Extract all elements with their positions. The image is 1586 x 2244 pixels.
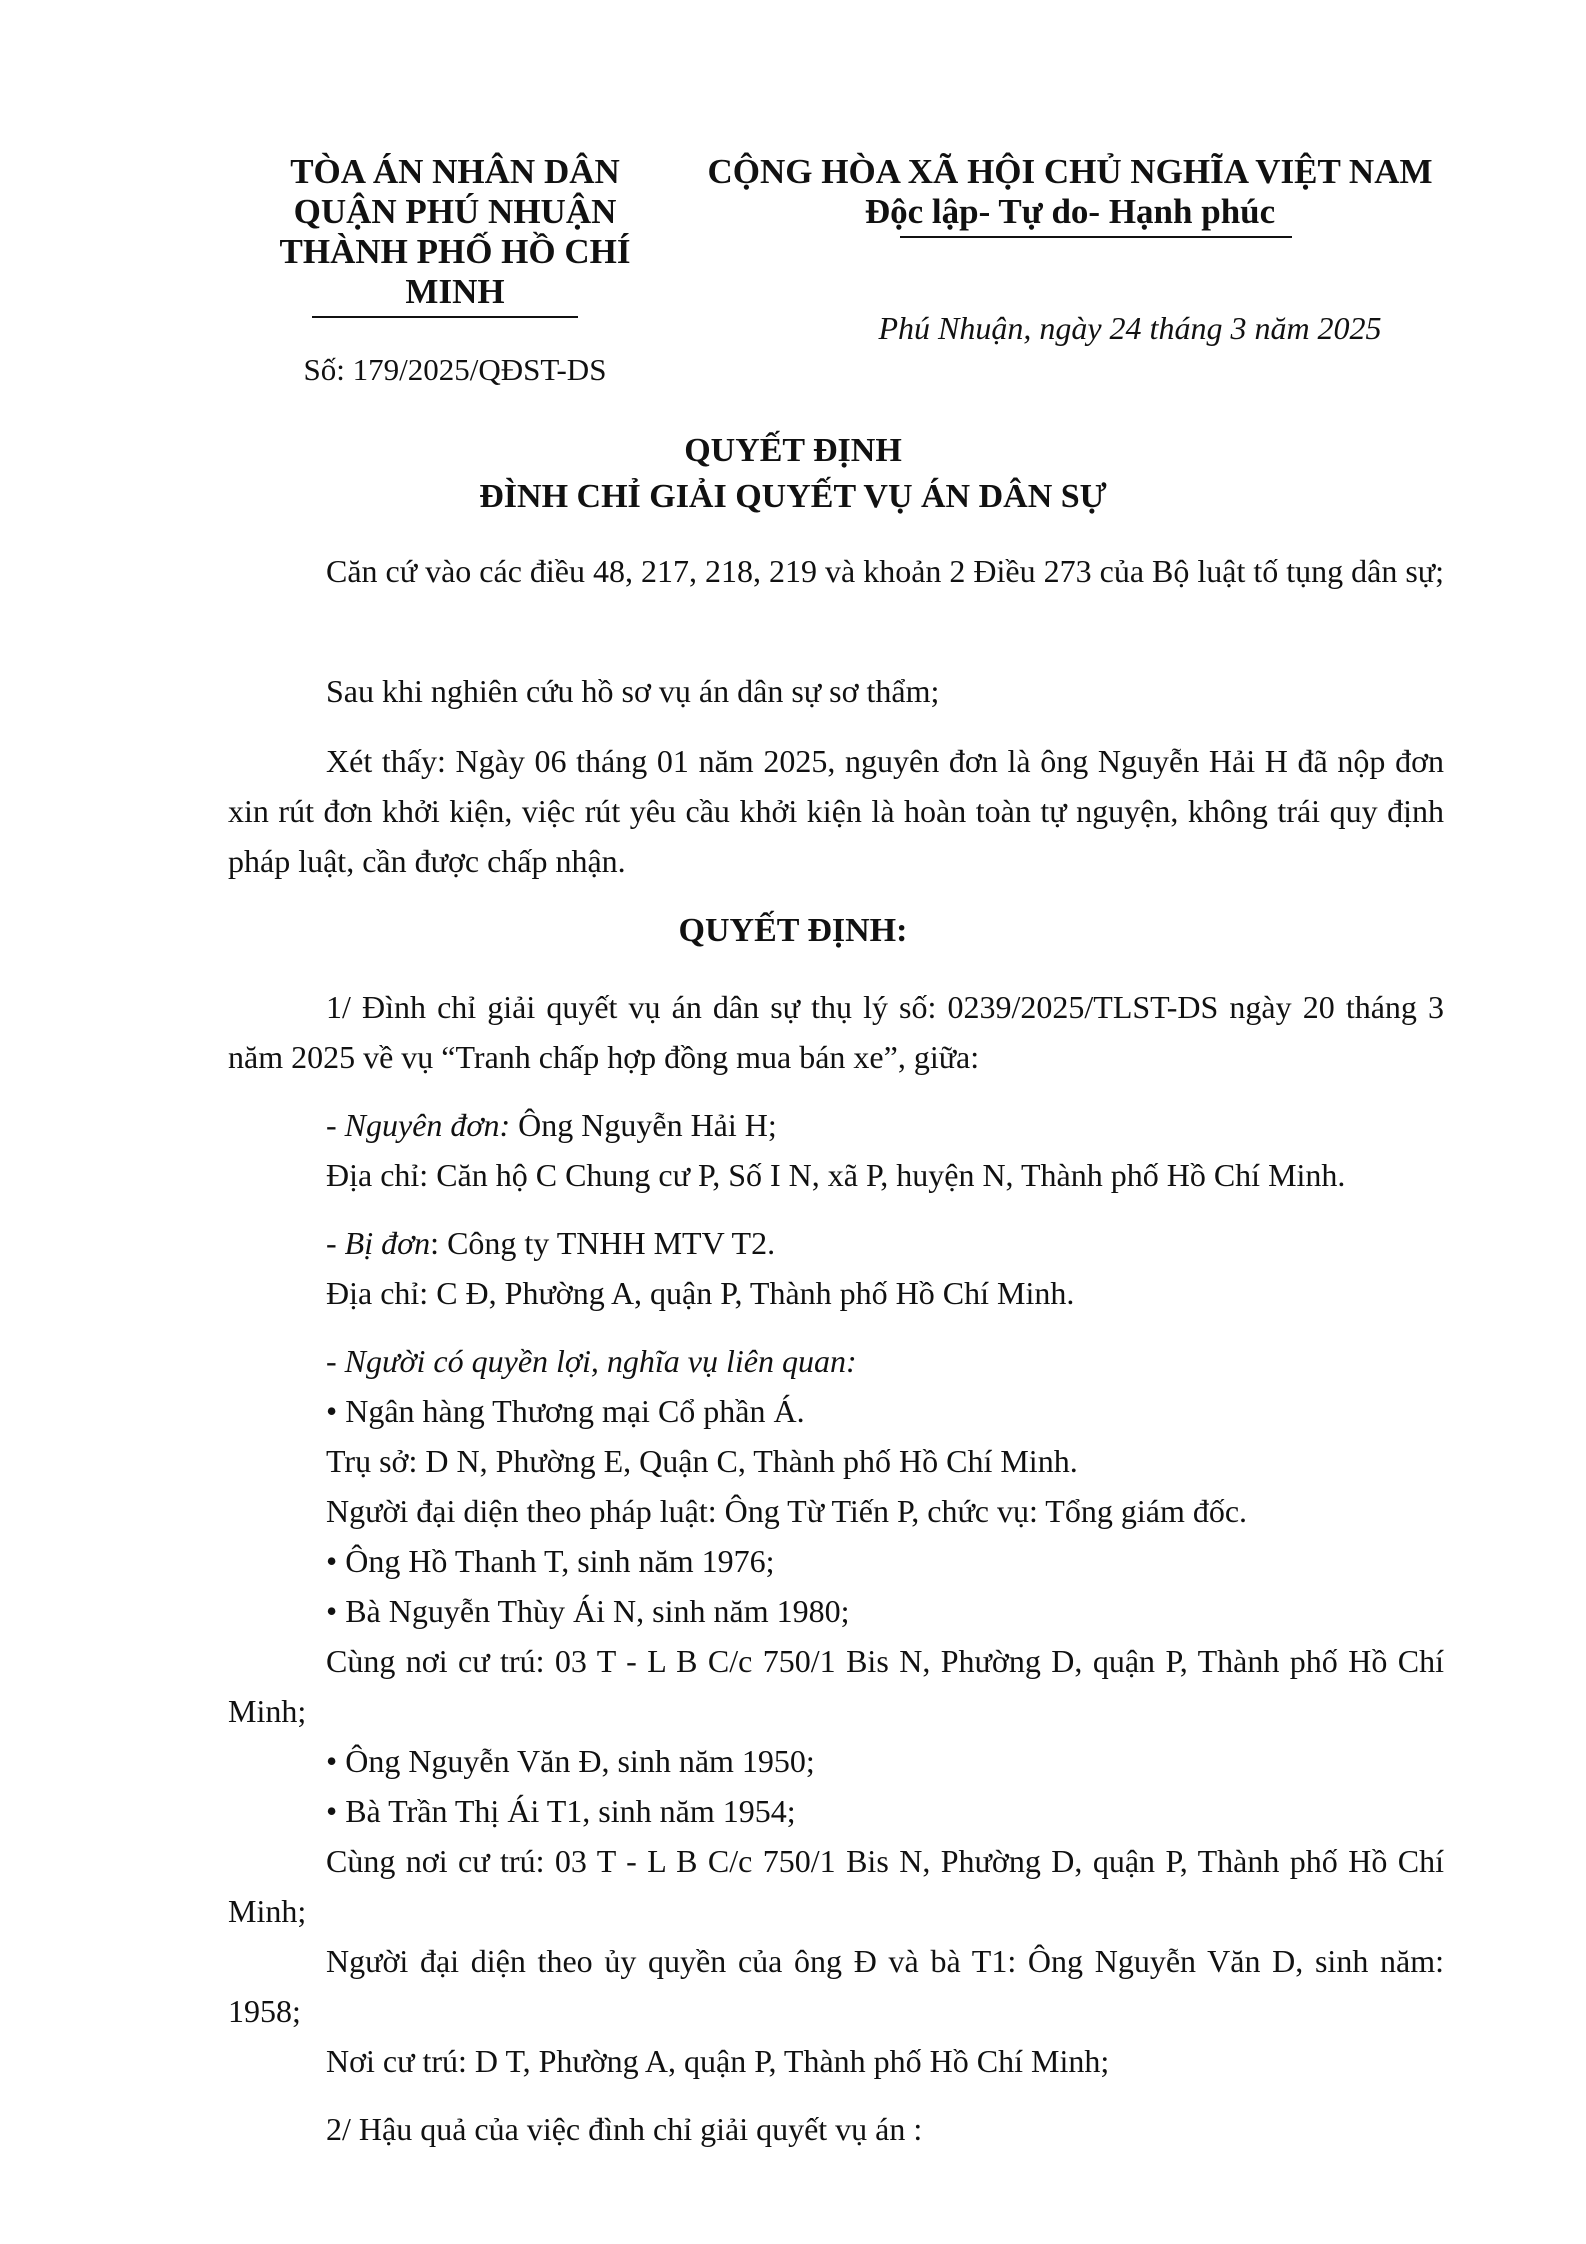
document-title [0,428,1586,520]
decision-item-2: 2/ Hậu quả của việc đình chỉ giải quyết vụ án : [326,2111,923,2147]
decision-heading: QUYẾT ĐỊNH: [678,912,908,949]
decision-item-1: 1/ Đình chỉ giải quyết vụ án dân sự thụ lý số: 0239/2025/TLST-DS ngày 20 tháng 3 năm 2025 về vụ “Tranh chấp hợp đồng mua bán xe”, giữa: [228,989,1444,1075]
nation-title: CỘNG HÒA XÃ HỘI CHỦ NGHĨA VIỆT NAM [707,152,1433,191]
place-date: Phú Nhuận, ngày 24 tháng 3 năm 2025 [878,310,1382,346]
related-person-3: • Ông Nguyễn Văn Đ, sinh năm 1950; [326,1743,815,1779]
case-number: Số: 179/2025/QĐST-DS [303,352,607,387]
review-statement: Sau khi nghiên cứu hồ sơ vụ án dân sự sơ thẩm; [326,673,940,709]
bank-representative: Người đại diện theo pháp luật: Ông Từ Tiến P, chức vụ: Tổng giám đốc. [326,1493,1248,1529]
related-parties-label: - Người có quyền lợi, nghĩa vụ liên quan: [326,1343,857,1379]
plaintiff-label: - Nguyên đơn: [326,1107,511,1143]
related-bank: • Ngân hàng Thương mại Cổ phần Á. [326,1393,805,1429]
national-header [690,152,1450,232]
related-person-2: • Bà Nguyễn Thùy Ái N, sinh năm 1980; [326,1593,850,1629]
title-line-1: QUYẾT ĐỊNH [684,432,902,469]
authorized-representative: Người đại diện theo ủy quyền của ông Đ và bà T1: Ông Nguyễn Văn D, sinh năm: 1958; [228,1943,1444,2029]
defendant-line [228,1218,1444,1268]
court-name [255,152,655,312]
court-line-2: QUẬN PHÚ NHUẬN [293,192,617,231]
court-underline [312,316,578,318]
shared-residence-2: Cùng nơi cư trú: 03 T - L B C/c 750/1 Bis N, Phường D, quận P, Thành phố Hồ Chí Minh; [228,1843,1444,1929]
title-line-2: ĐÌNH CHỈ GIẢI QUYẾT VỤ ÁN DÂN SỰ [479,478,1107,515]
national-motto: Độc lập- Tự do- Hạnh phúc [864,192,1276,231]
plaintiff-address: Địa chỉ: Căn hộ C Chung cư P, Số I N, xã P, huyện N, Thành phố Hồ Chí Minh. [326,1157,1346,1193]
legal-basis: Căn cứ vào các điều 48, 217, 218, 219 và khoản 2 Điều 273 của Bộ luật tố tụng dân sự; [326,553,1445,589]
motto-underline [900,236,1292,238]
plaintiff-line [228,1100,1444,1150]
representative-residence: Nơi cư trú: D T, Phường A, quận P, Thành phố Hồ Chí Minh; [326,2043,1110,2079]
court-line-1: TÒA ÁN NHÂN DÂN [290,152,620,191]
shared-residence-1: Cùng nơi cư trú: 03 T - L B C/c 750/1 Bis N, Phường D, quận P, Thành phố Hồ Chí Minh; [228,1643,1444,1729]
bank-office: Trụ sở: D N, Phường E, Quận C, Thành phố Hồ Chí Minh. [326,1443,1078,1479]
defendant-label: - Bị đơn [326,1225,431,1261]
finding-paragraph: Xét thấy: Ngày 06 tháng 01 năm 2025, nguyên đơn là ông Nguyễn Hải H đã nộp đơn xin rút đơn khởi kiện, việc rút yêu cầu khởi kiện là hoàn toàn tự nguyện, không trái quy định pháp luật, cần được chấp nhận. [228,743,1444,879]
defendant-address: Địa chỉ: C Đ, Phường A, quận P, Thành phố Hồ Chí Minh. [326,1275,1075,1311]
defendant-name: : Công ty TNHH MTV T2. [430,1225,776,1261]
court-line-4: MINH [405,272,505,311]
plaintiff-name: Ông Nguyễn Hải H; [510,1107,777,1143]
court-line-3: THÀNH PHỐ HỒ CHÍ [279,232,631,271]
related-person-1: • Ông Hồ Thanh T, sinh năm 1976; [326,1543,775,1579]
related-person-4: • Bà Trần Thị Ái T1, sinh năm 1954; [326,1793,796,1829]
